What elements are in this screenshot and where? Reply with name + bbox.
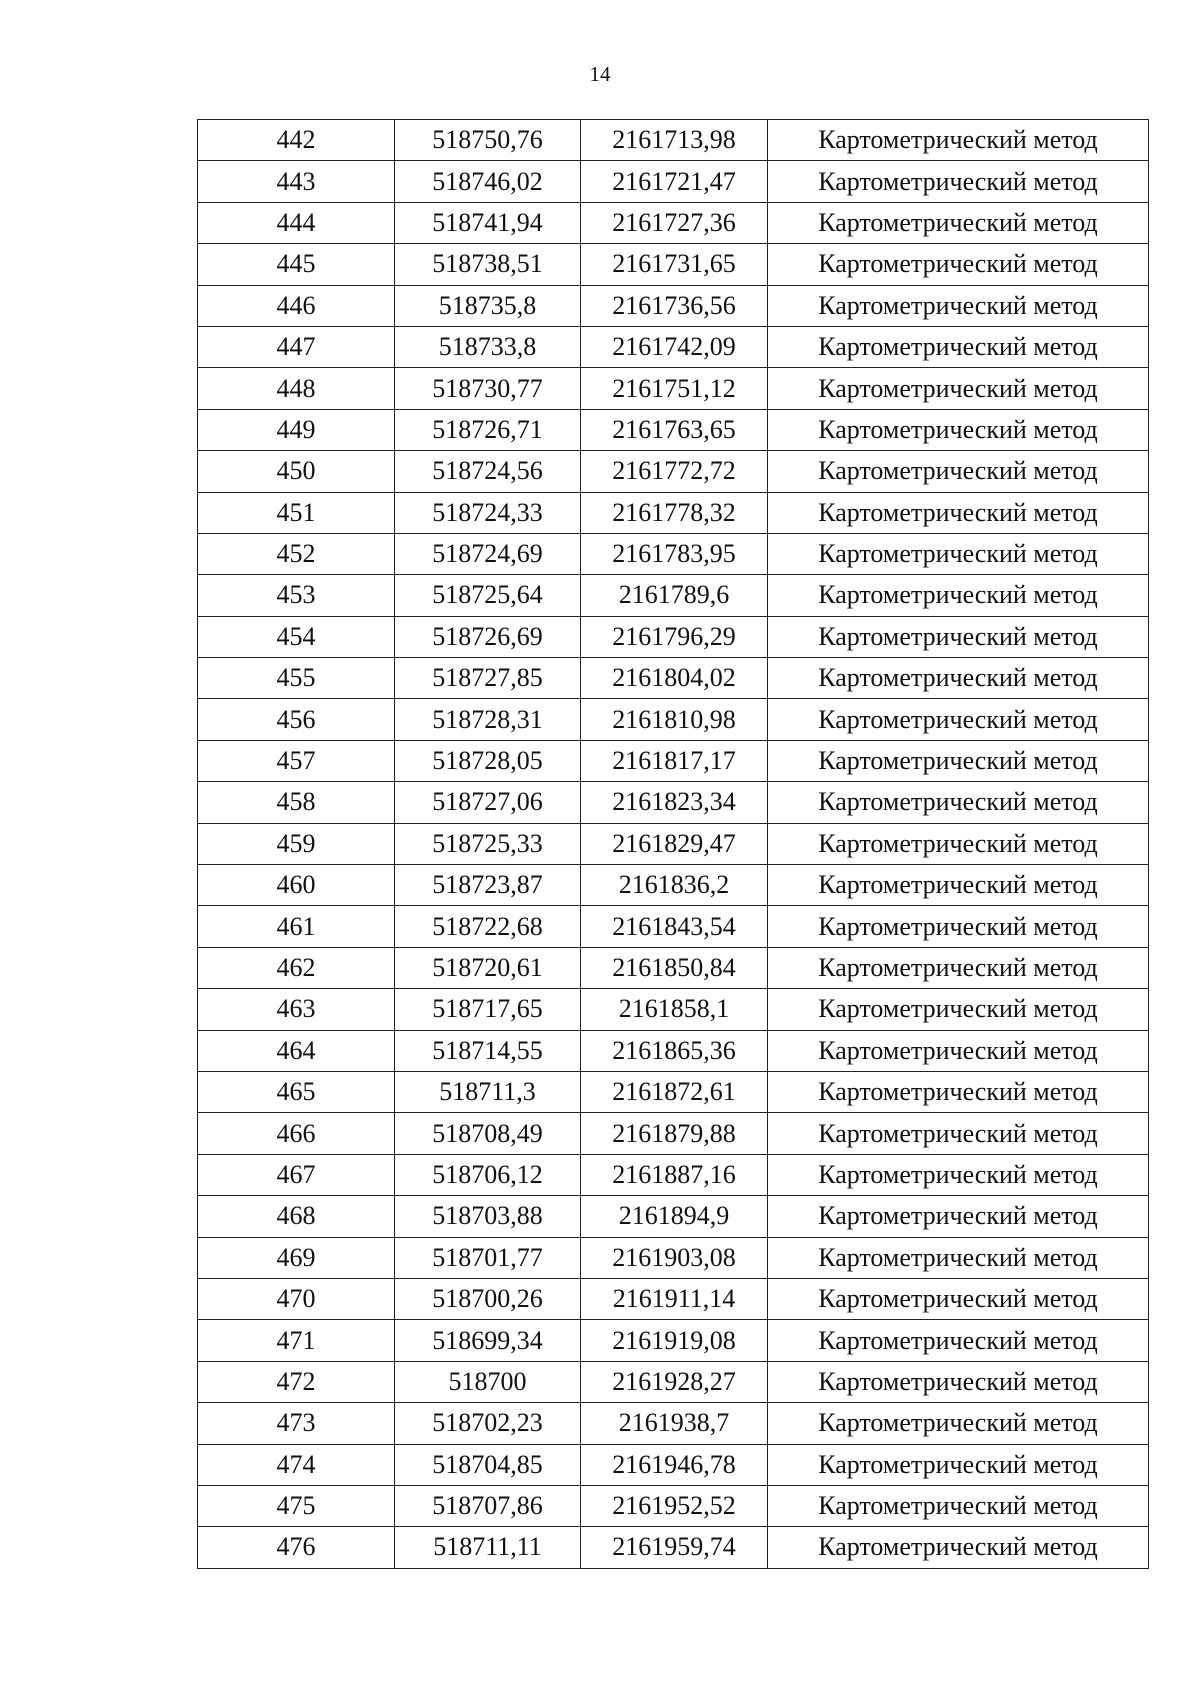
method-cell: Картометрический метод xyxy=(768,368,1149,409)
point-number-cell: 474 xyxy=(198,1444,395,1485)
point-number-cell: 467 xyxy=(198,1154,395,1195)
point-number-cell: 452 xyxy=(198,533,395,574)
coordinates-table-body xyxy=(198,120,1149,1569)
point-number-cell: 450 xyxy=(198,451,395,492)
x-coordinate-cell: 518730,77 xyxy=(395,368,581,409)
table-row xyxy=(198,409,1149,450)
x-coordinate-cell: 518727,85 xyxy=(395,658,581,699)
y-coordinate-cell: 2161736,56 xyxy=(581,285,768,326)
point-number-cell: 459 xyxy=(198,823,395,864)
method-cell: Картометрический метод xyxy=(768,1485,1149,1526)
y-coordinate-cell: 2161836,2 xyxy=(581,865,768,906)
point-number-cell: 470 xyxy=(198,1278,395,1319)
table-row xyxy=(198,1196,1149,1237)
table-row xyxy=(198,120,1149,161)
y-coordinate-cell: 2161946,78 xyxy=(581,1444,768,1485)
y-coordinate-cell: 2161823,34 xyxy=(581,782,768,823)
method-cell: Картометрический метод xyxy=(768,947,1149,988)
point-number-cell: 473 xyxy=(198,1403,395,1444)
point-number-cell: 455 xyxy=(198,658,395,699)
y-coordinate-cell: 2161778,32 xyxy=(581,492,768,533)
y-coordinate-cell: 2161952,52 xyxy=(581,1485,768,1526)
table-row xyxy=(198,823,1149,864)
point-number-cell: 461 xyxy=(198,906,395,947)
y-coordinate-cell: 2161727,36 xyxy=(581,202,768,243)
y-coordinate-cell: 2161959,74 xyxy=(581,1527,768,1568)
x-coordinate-cell: 518707,86 xyxy=(395,1485,581,1526)
x-coordinate-cell: 518724,69 xyxy=(395,533,581,574)
x-coordinate-cell: 518722,68 xyxy=(395,906,581,947)
x-coordinate-cell: 518700,26 xyxy=(395,1278,581,1319)
y-coordinate-cell: 2161850,84 xyxy=(581,947,768,988)
point-number-cell: 453 xyxy=(198,575,395,616)
point-number-cell: 443 xyxy=(198,161,395,202)
point-number-cell: 468 xyxy=(198,1196,395,1237)
table-row xyxy=(198,1030,1149,1071)
x-coordinate-cell: 518727,06 xyxy=(395,782,581,823)
y-coordinate-cell: 2161810,98 xyxy=(581,699,768,740)
method-cell: Картометрический метод xyxy=(768,326,1149,367)
x-coordinate-cell: 518750,76 xyxy=(395,120,581,161)
method-cell: Картометрический метод xyxy=(768,492,1149,533)
point-number-cell: 471 xyxy=(198,1320,395,1361)
x-coordinate-cell: 518700 xyxy=(395,1361,581,1402)
point-number-cell: 454 xyxy=(198,616,395,657)
table-row xyxy=(198,1071,1149,1112)
x-coordinate-cell: 518704,85 xyxy=(395,1444,581,1485)
method-cell: Картометрический метод xyxy=(768,1030,1149,1071)
table-row xyxy=(198,865,1149,906)
method-cell: Картометрический метод xyxy=(768,865,1149,906)
y-coordinate-cell: 2161817,17 xyxy=(581,740,768,781)
x-coordinate-cell: 518725,33 xyxy=(395,823,581,864)
x-coordinate-cell: 518714,55 xyxy=(395,1030,581,1071)
point-number-cell: 447 xyxy=(198,326,395,367)
x-coordinate-cell: 518703,88 xyxy=(395,1196,581,1237)
x-coordinate-cell: 518741,94 xyxy=(395,202,581,243)
y-coordinate-cell: 2161865,36 xyxy=(581,1030,768,1071)
x-coordinate-cell: 518702,23 xyxy=(395,1403,581,1444)
table-row xyxy=(198,1113,1149,1154)
point-number-cell: 451 xyxy=(198,492,395,533)
method-cell: Картометрический метод xyxy=(768,1071,1149,1112)
method-cell: Картометрический метод xyxy=(768,202,1149,243)
x-coordinate-cell: 518738,51 xyxy=(395,244,581,285)
method-cell: Картометрический метод xyxy=(768,575,1149,616)
page-number: 14 xyxy=(589,62,611,86)
method-cell: Картометрический метод xyxy=(768,161,1149,202)
table-row xyxy=(198,1444,1149,1485)
point-number-cell: 457 xyxy=(198,740,395,781)
y-coordinate-cell: 2161789,6 xyxy=(581,575,768,616)
table-row xyxy=(198,1237,1149,1278)
y-coordinate-cell: 2161713,98 xyxy=(581,120,768,161)
point-number-cell: 465 xyxy=(198,1071,395,1112)
table-row xyxy=(198,161,1149,202)
table-row xyxy=(198,658,1149,699)
point-number-cell: 448 xyxy=(198,368,395,409)
table-row xyxy=(198,451,1149,492)
x-coordinate-cell: 518726,71 xyxy=(395,409,581,450)
method-cell: Картометрический метод xyxy=(768,616,1149,657)
method-cell: Картометрический метод xyxy=(768,1278,1149,1319)
table-row xyxy=(198,699,1149,740)
y-coordinate-cell: 2161879,88 xyxy=(581,1113,768,1154)
y-coordinate-cell: 2161763,65 xyxy=(581,409,768,450)
table-row xyxy=(198,616,1149,657)
point-number-cell: 472 xyxy=(198,1361,395,1402)
y-coordinate-cell: 2161903,08 xyxy=(581,1237,768,1278)
y-coordinate-cell: 2161783,95 xyxy=(581,533,768,574)
table-row xyxy=(198,1361,1149,1402)
table-row xyxy=(198,1320,1149,1361)
table-row xyxy=(198,533,1149,574)
x-coordinate-cell: 518726,69 xyxy=(395,616,581,657)
method-cell: Картометрический метод xyxy=(768,782,1149,823)
point-number-cell: 442 xyxy=(198,120,395,161)
table-row xyxy=(198,1485,1149,1526)
coordinates-table xyxy=(197,119,1149,1569)
x-coordinate-cell: 518711,3 xyxy=(395,1071,581,1112)
method-cell: Картометрический метод xyxy=(768,1154,1149,1195)
x-coordinate-cell: 518711,11 xyxy=(395,1527,581,1568)
x-coordinate-cell: 518733,8 xyxy=(395,326,581,367)
table-row xyxy=(198,782,1149,823)
x-coordinate-cell: 518735,8 xyxy=(395,285,581,326)
method-cell: Картометрический метод xyxy=(768,1320,1149,1361)
table-row xyxy=(198,285,1149,326)
point-number-cell: 449 xyxy=(198,409,395,450)
method-cell: Картометрический метод xyxy=(768,658,1149,699)
point-number-cell: 462 xyxy=(198,947,395,988)
table-row xyxy=(198,1278,1149,1319)
y-coordinate-cell: 2161919,08 xyxy=(581,1320,768,1361)
y-coordinate-cell: 2161928,27 xyxy=(581,1361,768,1402)
method-cell: Картометрический метод xyxy=(768,989,1149,1030)
table-row xyxy=(198,575,1149,616)
x-coordinate-cell: 518717,65 xyxy=(395,989,581,1030)
x-coordinate-cell: 518701,77 xyxy=(395,1237,581,1278)
table-row xyxy=(198,326,1149,367)
point-number-cell: 463 xyxy=(198,989,395,1030)
method-cell: Картометрический метод xyxy=(768,823,1149,864)
table-row xyxy=(198,740,1149,781)
table-row xyxy=(198,1154,1149,1195)
method-cell: Картометрический метод xyxy=(768,285,1149,326)
y-coordinate-cell: 2161911,14 xyxy=(581,1278,768,1319)
x-coordinate-cell: 518725,64 xyxy=(395,575,581,616)
point-number-cell: 445 xyxy=(198,244,395,285)
y-coordinate-cell: 2161796,29 xyxy=(581,616,768,657)
method-cell: Картометрический метод xyxy=(768,906,1149,947)
method-cell: Картометрический метод xyxy=(768,451,1149,492)
point-number-cell: 464 xyxy=(198,1030,395,1071)
point-number-cell: 456 xyxy=(198,699,395,740)
table-row xyxy=(198,368,1149,409)
table-row xyxy=(198,492,1149,533)
method-cell: Картометрический метод xyxy=(768,409,1149,450)
x-coordinate-cell: 518728,05 xyxy=(395,740,581,781)
table-row xyxy=(198,947,1149,988)
method-cell: Картометрический метод xyxy=(768,1444,1149,1485)
y-coordinate-cell: 2161894,9 xyxy=(581,1196,768,1237)
method-cell: Картометрический метод xyxy=(768,533,1149,574)
method-cell: Картометрический метод xyxy=(768,1237,1149,1278)
y-coordinate-cell: 2161742,09 xyxy=(581,326,768,367)
x-coordinate-cell: 518706,12 xyxy=(395,1154,581,1195)
point-number-cell: 475 xyxy=(198,1485,395,1526)
y-coordinate-cell: 2161804,02 xyxy=(581,658,768,699)
y-coordinate-cell: 2161872,61 xyxy=(581,1071,768,1112)
y-coordinate-cell: 2161887,16 xyxy=(581,1154,768,1195)
y-coordinate-cell: 2161731,65 xyxy=(581,244,768,285)
table-row xyxy=(198,1403,1149,1444)
point-number-cell: 476 xyxy=(198,1527,395,1568)
y-coordinate-cell: 2161843,54 xyxy=(581,906,768,947)
table-row xyxy=(198,202,1149,243)
x-coordinate-cell: 518724,56 xyxy=(395,451,581,492)
point-number-cell: 446 xyxy=(198,285,395,326)
x-coordinate-cell: 518699,34 xyxy=(395,1320,581,1361)
x-coordinate-cell: 518728,31 xyxy=(395,699,581,740)
method-cell: Картометрический метод xyxy=(768,699,1149,740)
point-number-cell: 458 xyxy=(198,782,395,823)
y-coordinate-cell: 2161772,72 xyxy=(581,451,768,492)
x-coordinate-cell: 518724,33 xyxy=(395,492,581,533)
method-cell: Картометрический метод xyxy=(768,1403,1149,1444)
y-coordinate-cell: 2161829,47 xyxy=(581,823,768,864)
point-number-cell: 469 xyxy=(198,1237,395,1278)
y-coordinate-cell: 2161938,7 xyxy=(581,1403,768,1444)
table-row xyxy=(198,244,1149,285)
method-cell: Картометрический метод xyxy=(768,1527,1149,1568)
method-cell: Картометрический метод xyxy=(768,1361,1149,1402)
method-cell: Картометрический метод xyxy=(768,1196,1149,1237)
x-coordinate-cell: 518723,87 xyxy=(395,865,581,906)
y-coordinate-cell: 2161751,12 xyxy=(581,368,768,409)
method-cell: Картометрический метод xyxy=(768,120,1149,161)
point-number-cell: 466 xyxy=(198,1113,395,1154)
table-row xyxy=(198,1527,1149,1568)
x-coordinate-cell: 518708,49 xyxy=(395,1113,581,1154)
y-coordinate-cell: 2161721,47 xyxy=(581,161,768,202)
method-cell: Картометрический метод xyxy=(768,740,1149,781)
point-number-cell: 460 xyxy=(198,865,395,906)
method-cell: Картометрический метод xyxy=(768,244,1149,285)
table-row xyxy=(198,906,1149,947)
x-coordinate-cell: 518746,02 xyxy=(395,161,581,202)
point-number-cell: 444 xyxy=(198,202,395,243)
table-row xyxy=(198,989,1149,1030)
x-coordinate-cell: 518720,61 xyxy=(395,947,581,988)
y-coordinate-cell: 2161858,1 xyxy=(581,989,768,1030)
method-cell: Картометрический метод xyxy=(768,1113,1149,1154)
